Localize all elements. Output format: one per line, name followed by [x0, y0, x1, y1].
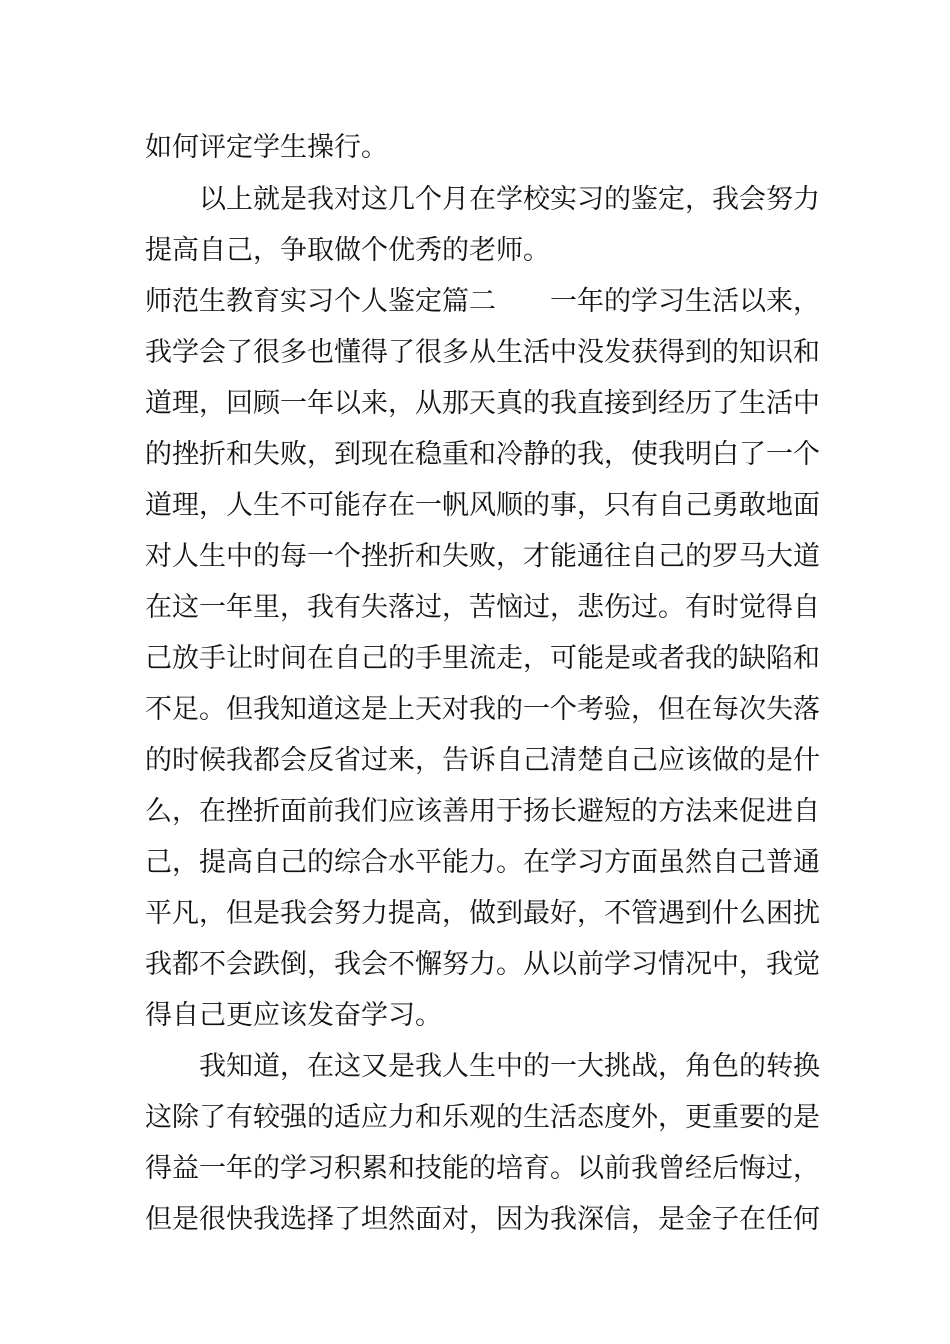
text-line: 但是很快我选择了坦然面对，因为我深信，是金子在任何	[145, 1204, 820, 1235]
text-line: 的挫折和失败，到现在稳重和冷静的我，使我明白了一个	[145, 439, 820, 470]
text-line: 我知道，在这又是我人生中的一大挑战，角色的转换	[199, 1051, 820, 1082]
text-line: 在这一年里，我有失落过，苦恼过，悲伤过。有时觉得自	[145, 592, 820, 623]
text-line: 么，在挫折面前我们应该善用于扬长避短的方法来促进自	[145, 796, 820, 827]
text-line: 我学会了很多也懂得了很多从生活中没发获得到的知识和	[145, 337, 820, 368]
text-line: 己放手让时间在自己的手里流走，可能是或者我的缺陷和	[145, 643, 820, 674]
text-line: 我都不会跌倒，我会不懈努力。从以前学习情况中，我觉	[145, 949, 820, 980]
text-line: 如何评定学生操行。	[145, 132, 388, 163]
text-line: 以上就是我对这几个月在学校实习的鉴定，我会努力	[199, 184, 820, 215]
text-line: 师范生教育实习个人鉴定篇二 一年的学习生活以来，	[145, 286, 820, 317]
text-line: 的时候我都会反省过来，告诉自己清楚自己应该做的是什	[145, 745, 820, 776]
text-line: 己，提高自己的综合水平能力。在学习方面虽然自己普通	[145, 847, 820, 878]
text-line: 这除了有较强的适应力和乐观的生活态度外，更重要的是	[145, 1102, 820, 1133]
text-line: 不足。但我知道这是上天对我的一个考验，但在每次失落	[145, 694, 820, 725]
text-line: 道理，回顾一年以来，从那天真的我直接到经历了生活中	[145, 388, 820, 419]
text-line: 得自己更应该发奋学习。	[145, 1000, 442, 1031]
text-line: 得益一年的学习积累和技能的培育。以前我曾经后悔过，	[145, 1153, 820, 1184]
text-line: 平凡，但是我会努力提高，做到最好，不管遇到什么困扰	[145, 898, 820, 929]
text-line: 对人生中的每一个挫折和失败，才能通往自己的罗马大道	[145, 541, 820, 572]
text-line: 道理，人生不可能存在一帆风顺的事，只有自己勇敢地面	[145, 490, 820, 521]
text-line: 提高自己，争取做个优秀的老师。	[145, 235, 550, 266]
